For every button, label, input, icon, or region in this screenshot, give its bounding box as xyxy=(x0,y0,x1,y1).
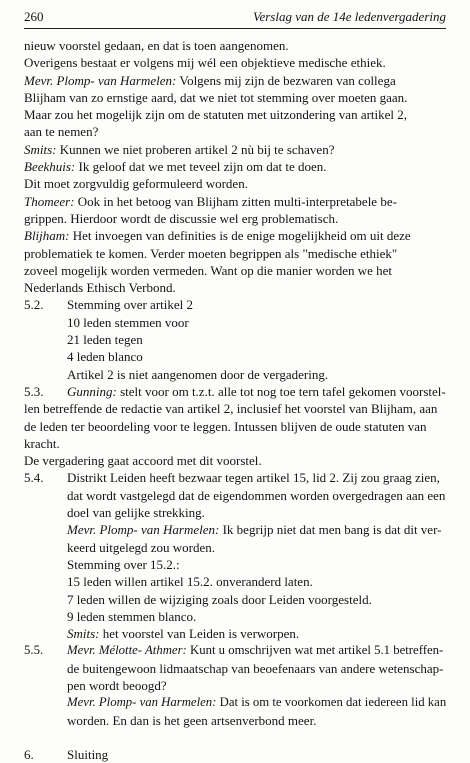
page-number: 260 xyxy=(24,9,44,24)
speaker-name: Smits: xyxy=(24,141,57,157)
line-text: Distrikt Leiden heeft bezwaar tegen artikel 15, lid 2. Zij zou graag zien, xyxy=(67,470,440,486)
text-line xyxy=(24,279,450,296)
text-line xyxy=(24,435,450,452)
line-text: 21 leden tegen xyxy=(67,332,143,348)
line-text: Ook in het betoog van Blijham zitten multi-interpretabele be- xyxy=(74,193,397,209)
line-text: Ik geloof dat we met teveel zijn om dat te doen. xyxy=(75,159,327,175)
line-text: Blijham van zo ernstige aard, dat we niet tot stemming over moeten gaan. xyxy=(24,89,408,105)
line-text: problematiek te komen. Verder moeten begrippen als "medische ethiek" xyxy=(24,245,398,261)
text-line xyxy=(24,123,450,140)
line-text: dat wordt vastgelegd dat de eigendommen worden overgedragen aan een xyxy=(67,487,446,503)
line-text: Maar zou het mogelijk zijn om de statuten met uitzondering van artikel 2, xyxy=(24,107,408,123)
line-text: 4 leden blanco xyxy=(67,349,143,365)
line-text: aan te nemen? xyxy=(24,124,99,140)
section-number: 5.5. xyxy=(24,643,44,658)
text-line xyxy=(24,677,450,694)
section-heading-5-2 xyxy=(24,296,450,313)
speaker-name: Beekhuis: xyxy=(24,159,76,175)
text-line xyxy=(24,556,450,573)
text-line xyxy=(24,314,450,331)
text-line xyxy=(24,521,450,538)
speaker-name: Mevr. Mélotte- Athmer: xyxy=(67,643,187,658)
line-text: Nederlands Ethisch Verbond. xyxy=(24,280,176,296)
line-text: 9 leden stemmen blanco. xyxy=(67,608,197,624)
line-text: Kunnen we niet proberen artikel 2 nù bij te schaven? xyxy=(56,141,335,157)
line-text: grippen. Hierdoor wordt de discussie wel erg problematisch. xyxy=(24,210,339,226)
line-text: Dit moet zorgvuldig geformuleerd worden. xyxy=(24,176,248,192)
running-title: Verslag van de 14e ledenvergadering xyxy=(252,9,446,24)
text-line xyxy=(24,366,450,383)
speaker-name: Blijham: xyxy=(24,228,70,244)
line-text: Volgens mij zijn de bezwaren van collega xyxy=(176,72,396,88)
text-line xyxy=(24,487,450,504)
header-rule xyxy=(24,28,446,29)
line-text: zoveel mogelijk worden vermeden. Want op die manier worden we het xyxy=(24,262,393,278)
text-line xyxy=(24,660,450,677)
text-line xyxy=(24,193,450,210)
text-line xyxy=(24,141,450,158)
document-body xyxy=(24,37,450,763)
line-text: Overigens bestaat er volgens mij wél een objektieve medische ethiek. xyxy=(24,55,386,71)
text-line xyxy=(24,54,450,71)
text-line xyxy=(24,418,450,435)
line-text: nieuw voorstel gedaan, en dat is toen aangenomen. xyxy=(24,38,289,53)
section-heading-5-3 xyxy=(24,383,450,400)
text-line xyxy=(24,37,450,54)
text-line xyxy=(24,573,450,590)
section-heading-5-4 xyxy=(24,469,450,486)
line-text: De vergadering gaat accoord met dit voorstel. xyxy=(24,453,262,469)
text-line xyxy=(24,608,450,625)
line-text: stelt voor om t.z.t. alle tot nog toe tern tafel gekomen voorstel- xyxy=(116,383,446,399)
line-text: Stemming over 15.2.: xyxy=(67,556,180,572)
speaker-name: Mevr. Plomp- van Harmelen: xyxy=(67,695,217,710)
text-line xyxy=(24,331,450,348)
line-text: Ik begrijp niet dat men bang is dat dit ver- xyxy=(219,522,442,538)
text-line xyxy=(24,227,450,244)
section-heading-6 xyxy=(24,746,450,763)
line-text: Kunt u omschrijven wat met artikel 5.1 betreffen- xyxy=(186,643,444,658)
text-line xyxy=(24,72,450,89)
line-text: 7 leden willen de wijziging zoals door Leiden voorgesteld. xyxy=(67,591,372,607)
line-text: Sluiting xyxy=(67,747,109,763)
text-line xyxy=(24,452,450,469)
line-text: keerd uitgelegd zou worden. xyxy=(67,539,216,555)
section-number: 5.3. xyxy=(24,383,44,399)
line-text: de leden ter beoordeling voor te leggen. Intussen blijven de oude statuten van xyxy=(24,418,427,434)
line-text: pen wordt beoogd? xyxy=(67,677,167,693)
text-line xyxy=(24,712,450,729)
text-line xyxy=(24,400,450,417)
section-heading-5-5 xyxy=(24,642,450,659)
line-text: Artikel 2 is niet aangenomen door de vergadering. xyxy=(67,366,329,382)
line-text: Stemming over artikel 2 xyxy=(67,297,194,313)
section-number: 5.4. xyxy=(24,470,44,486)
text-line xyxy=(24,210,450,227)
line-text: kracht. xyxy=(24,435,60,451)
text-line xyxy=(24,504,450,521)
line-text: de buitengewoon lidmaatschap van beoefenaars van andere wetenschap- xyxy=(67,660,444,676)
line-text: 15 leden willen artikel 15.2. onveranderd laten. xyxy=(67,574,313,590)
line-text: 10 leden stemmen voor xyxy=(67,314,189,330)
line-text: Dat is om te voorkomen dat iedereen lid kan xyxy=(216,695,447,710)
line-text: len betreffende de redactie van artikel 2, inclusief het voorstel van Blijham, aan xyxy=(24,401,438,417)
section-number: 6. xyxy=(24,747,34,763)
page-header xyxy=(24,9,446,27)
line-text: Het invoegen van definities is de enige mogelijkheid om uit deze xyxy=(69,228,411,244)
line-text: doel van gelijke strekking. xyxy=(67,505,205,521)
text-line xyxy=(24,539,450,556)
speaker-name: Mevr. Plomp- van Harmelen: xyxy=(67,522,220,538)
speaker-name: Smits: xyxy=(67,626,100,642)
text-line xyxy=(24,175,450,192)
section-number: 5.2. xyxy=(24,297,44,313)
text-line xyxy=(24,625,450,642)
speaker-name: Mevr. Plomp- van Harmelen: xyxy=(24,72,177,88)
text-line xyxy=(24,245,450,262)
text-line xyxy=(24,694,450,711)
line-text: worden. En dan is het geen artsenverbond meer. xyxy=(67,712,317,728)
text-line xyxy=(24,158,450,175)
speaker-name: Gunning: xyxy=(67,383,117,399)
text-line xyxy=(24,106,450,123)
text-line xyxy=(24,89,450,106)
line-text: het voorstel van Leiden is verworpen. xyxy=(99,626,300,642)
text-line xyxy=(24,591,450,608)
speaker-name: Thomeer: xyxy=(24,193,75,209)
text-line xyxy=(24,262,450,279)
spacer xyxy=(24,729,450,746)
text-line xyxy=(24,348,450,365)
